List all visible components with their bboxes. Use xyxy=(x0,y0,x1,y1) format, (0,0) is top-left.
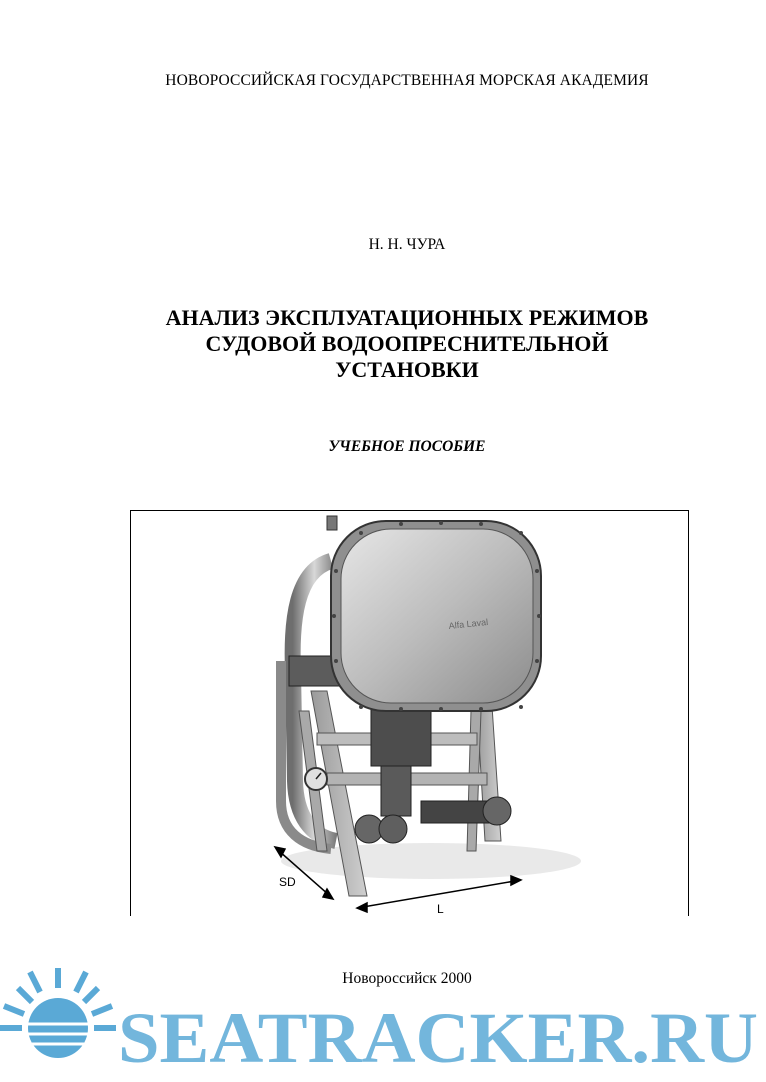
watermark-text: SEATRACKER.RU xyxy=(118,998,758,1070)
desalination-unit-illustration xyxy=(131,511,687,916)
sun-logo-icon xyxy=(0,968,116,1058)
pump-body xyxy=(371,706,431,766)
title-line-2: СУДОВОЙ ВОДООПРЕСНИТЕЛЬНОЙ xyxy=(205,331,609,356)
nameplate-text: Alfa Laval xyxy=(448,616,489,631)
city-year: Новороссийск 2000 xyxy=(342,970,472,987)
evaporator-shell xyxy=(341,529,533,703)
dimension-sd-label: SD xyxy=(279,875,296,889)
valve-flange-right xyxy=(483,797,511,825)
seatracker-watermark xyxy=(0,960,766,1070)
title-line-1: АНАЛИЗ ЭКСПЛУАТАЦИОННЫХ РЕЖИМОВ xyxy=(165,305,649,330)
academy-name: НОВОРОССИЙСКАЯ ГОСУДАРСТВЕННАЯ МОРСКАЯ АКАДЕМИЯ xyxy=(165,72,649,89)
document-title xyxy=(24,305,766,383)
dimension-l-label: L xyxy=(437,902,444,916)
figure-frame xyxy=(130,510,689,916)
author-name: Н. Н. ЧУРА xyxy=(368,236,446,253)
document-subtitle: УЧЕБНОЕ ПОСОБИЕ xyxy=(328,438,486,455)
title-line-3: УСТАНОВКИ xyxy=(335,357,479,382)
